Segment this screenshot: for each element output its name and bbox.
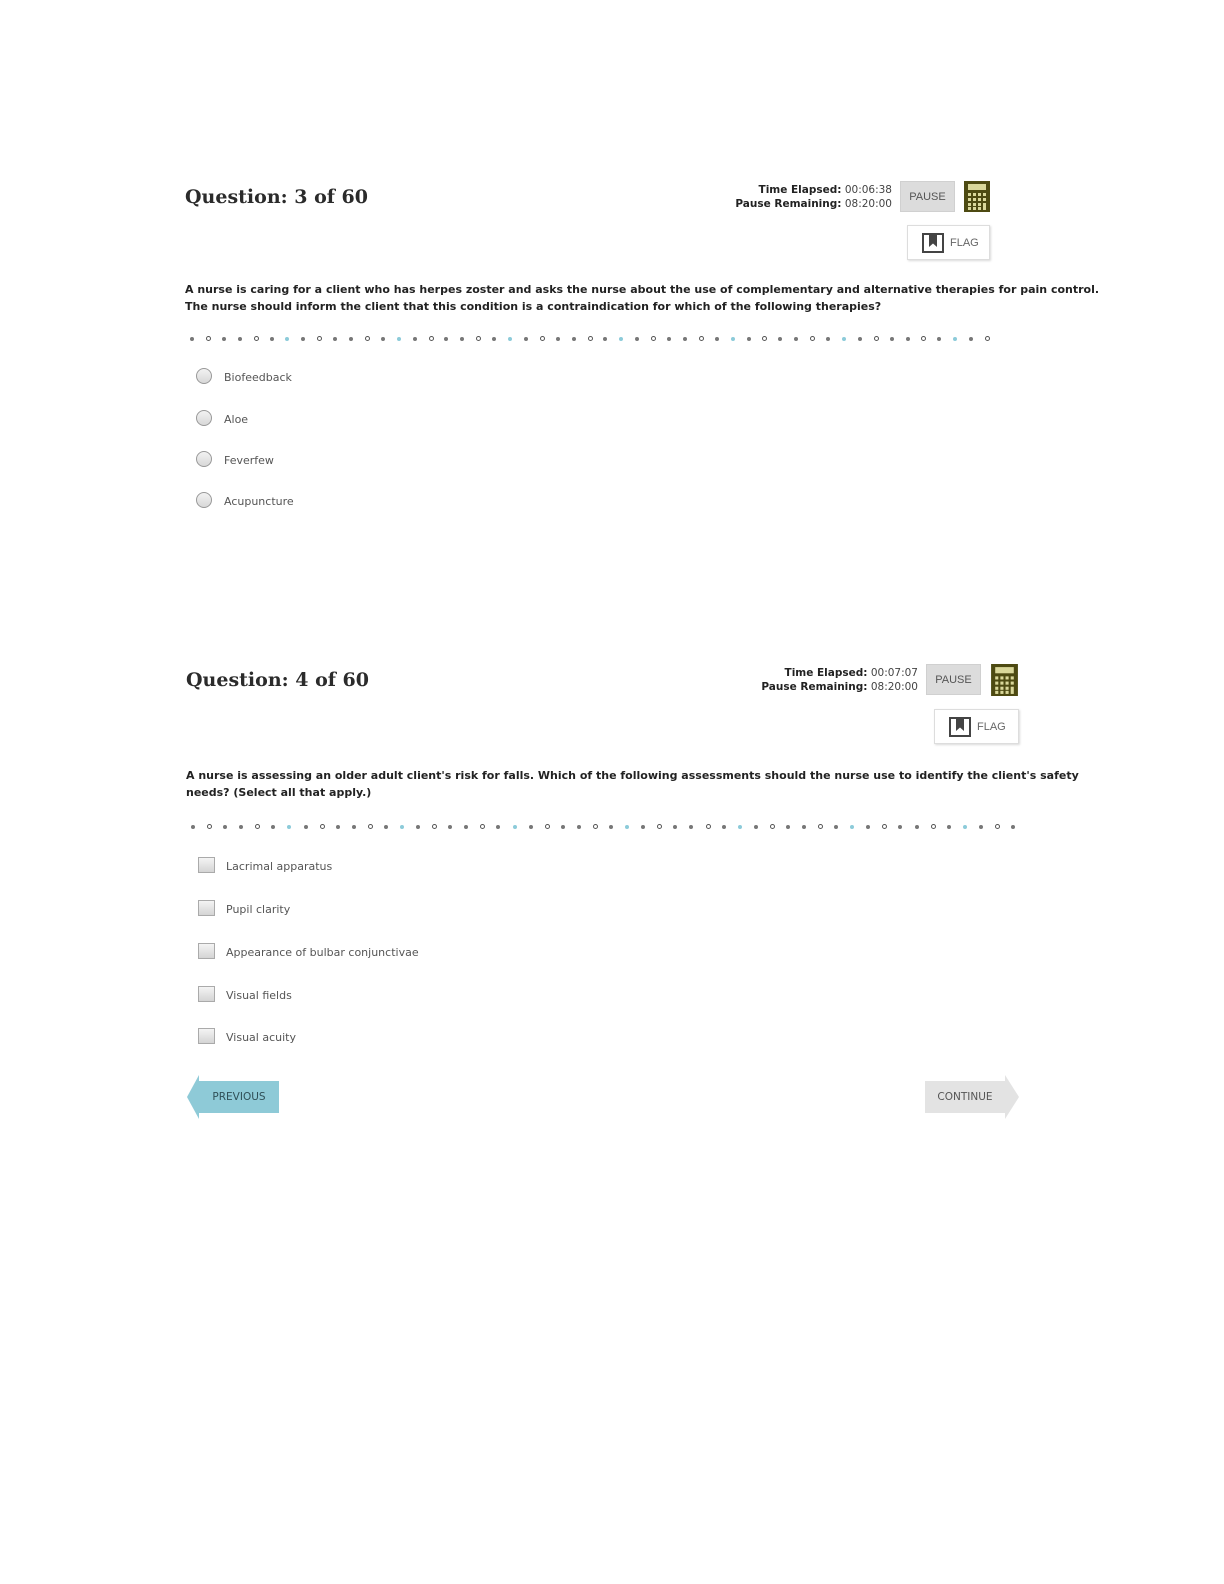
progress-dot [754,825,758,829]
progress-dot [513,825,517,829]
question-stem-line-2: needs? (Select all that apply.) [186,786,372,799]
progress-dot [577,825,581,829]
progress-dot [496,825,500,829]
timer-readout [761,666,918,694]
progress-dot [673,825,677,829]
pause-remaining-label: Pause Remaining: [761,681,868,693]
progress-dot [931,824,936,829]
progress-dot [915,825,919,829]
flag-button[interactable] [934,709,1019,744]
progress-dot [1011,825,1015,829]
progress-dot [480,824,485,829]
progress-dot [448,825,452,829]
progress-dot [947,825,951,829]
progress-dot [866,825,870,829]
arrow-left-icon [187,1075,199,1119]
question-stem [186,767,1079,801]
time-elapsed-label: Time Elapsed: [784,667,868,679]
progress-dot [320,824,325,829]
checkbox[interactable] [198,857,215,873]
progress-dot [625,825,629,829]
question-stem-line-2: The nurse should inform the client that this condition is a contraindication for which of the following therapies? [185,300,882,313]
progress-dot [464,825,468,829]
pause-remaining-value: 08:20:00 [870,681,918,693]
checkbox[interactable] [198,900,215,916]
progress-dot [384,825,388,829]
progress-dots [191,824,1011,832]
time-elapsed-label: Time Elapsed: [758,184,842,196]
progress-dot [722,825,726,829]
question-stem-line-1: A nurse is caring for a client who has herpes zoster and asks the nurse about the use of complementary and alternative therapies for pain control. [185,283,1100,296]
option-label: Feverfew [224,454,274,467]
progress-dot [689,825,693,829]
progress-dot [593,824,598,829]
question-stem-line-1: A nurse is assessing an older adult client's risk for falls. Which of the following assessments should the nurse use to identify the client's safety [186,769,1079,782]
progress-dot [271,825,275,829]
progress-dot [368,824,373,829]
progress-dot [786,825,790,829]
progress-dot [963,825,967,829]
option-label: Aloe [224,413,249,426]
progress-dot [545,824,550,829]
progress-dot [834,825,838,829]
progress-dot [770,824,775,829]
progress-dot [979,825,983,829]
progress-dot [400,825,404,829]
progress-dot [738,825,742,829]
checkbox[interactable] [198,986,215,1002]
pause-remaining-label: Pause Remaining: [735,198,842,210]
pause-remaining-value: 08:20:00 [844,198,892,210]
arrow-right-icon [1005,1075,1019,1119]
progress-dot [239,825,243,829]
progress-dot [304,825,308,829]
checkbox[interactable] [198,1028,215,1044]
previous-label: PREVIOUS [212,1091,266,1103]
option-label: Lacrimal apparatus [226,860,333,873]
continue-label: CONTINUE [937,1091,993,1103]
progress-dot [207,824,212,829]
progress-dot [255,824,260,829]
progress-dot [352,825,356,829]
pause-button[interactable]: PAUSE [900,181,955,212]
progress-dot [657,824,662,829]
time-elapsed-value: 00:06:38 [844,184,892,196]
option-label: Acupuncture [224,495,294,508]
progress-dot [336,825,340,829]
progress-dot [223,825,227,829]
pause-button[interactable]: PAUSE [926,664,981,695]
flag-label: FLAG [977,721,1006,733]
progress-dot [416,825,420,829]
option-label: Pupil clarity [226,903,291,916]
progress-dot [802,825,806,829]
progress-dot [529,825,533,829]
progress-dot [850,825,854,829]
progress-dot [818,824,823,829]
progress-dot [882,824,887,829]
progress-dot [561,825,565,829]
progress-dot [641,825,645,829]
progress-dot [995,824,1000,829]
option-label: Biofeedback [224,371,292,384]
progress-dot [609,825,613,829]
progress-dot [706,824,711,829]
calculator-icon[interactable] [991,664,1018,696]
flag-label: FLAG [950,237,979,249]
progress-dot [898,825,902,829]
previous-button[interactable] [199,1081,279,1113]
bookmark-icon [949,717,971,737]
continue-button[interactable] [925,1081,1005,1113]
time-elapsed-value: 00:07:07 [870,667,918,679]
question-title: Question: 4 of 60 [186,669,369,691]
checkbox[interactable] [198,943,215,959]
option-label: Visual acuity [226,1031,296,1044]
progress-dot [432,824,437,829]
option-label: Visual fields [226,989,292,1002]
option-label: Appearance of bulbar conjunctivae [226,946,419,959]
progress-dot [287,825,291,829]
question-title: Question: 3 of 60 [185,186,368,208]
progress-dot [191,825,195,829]
